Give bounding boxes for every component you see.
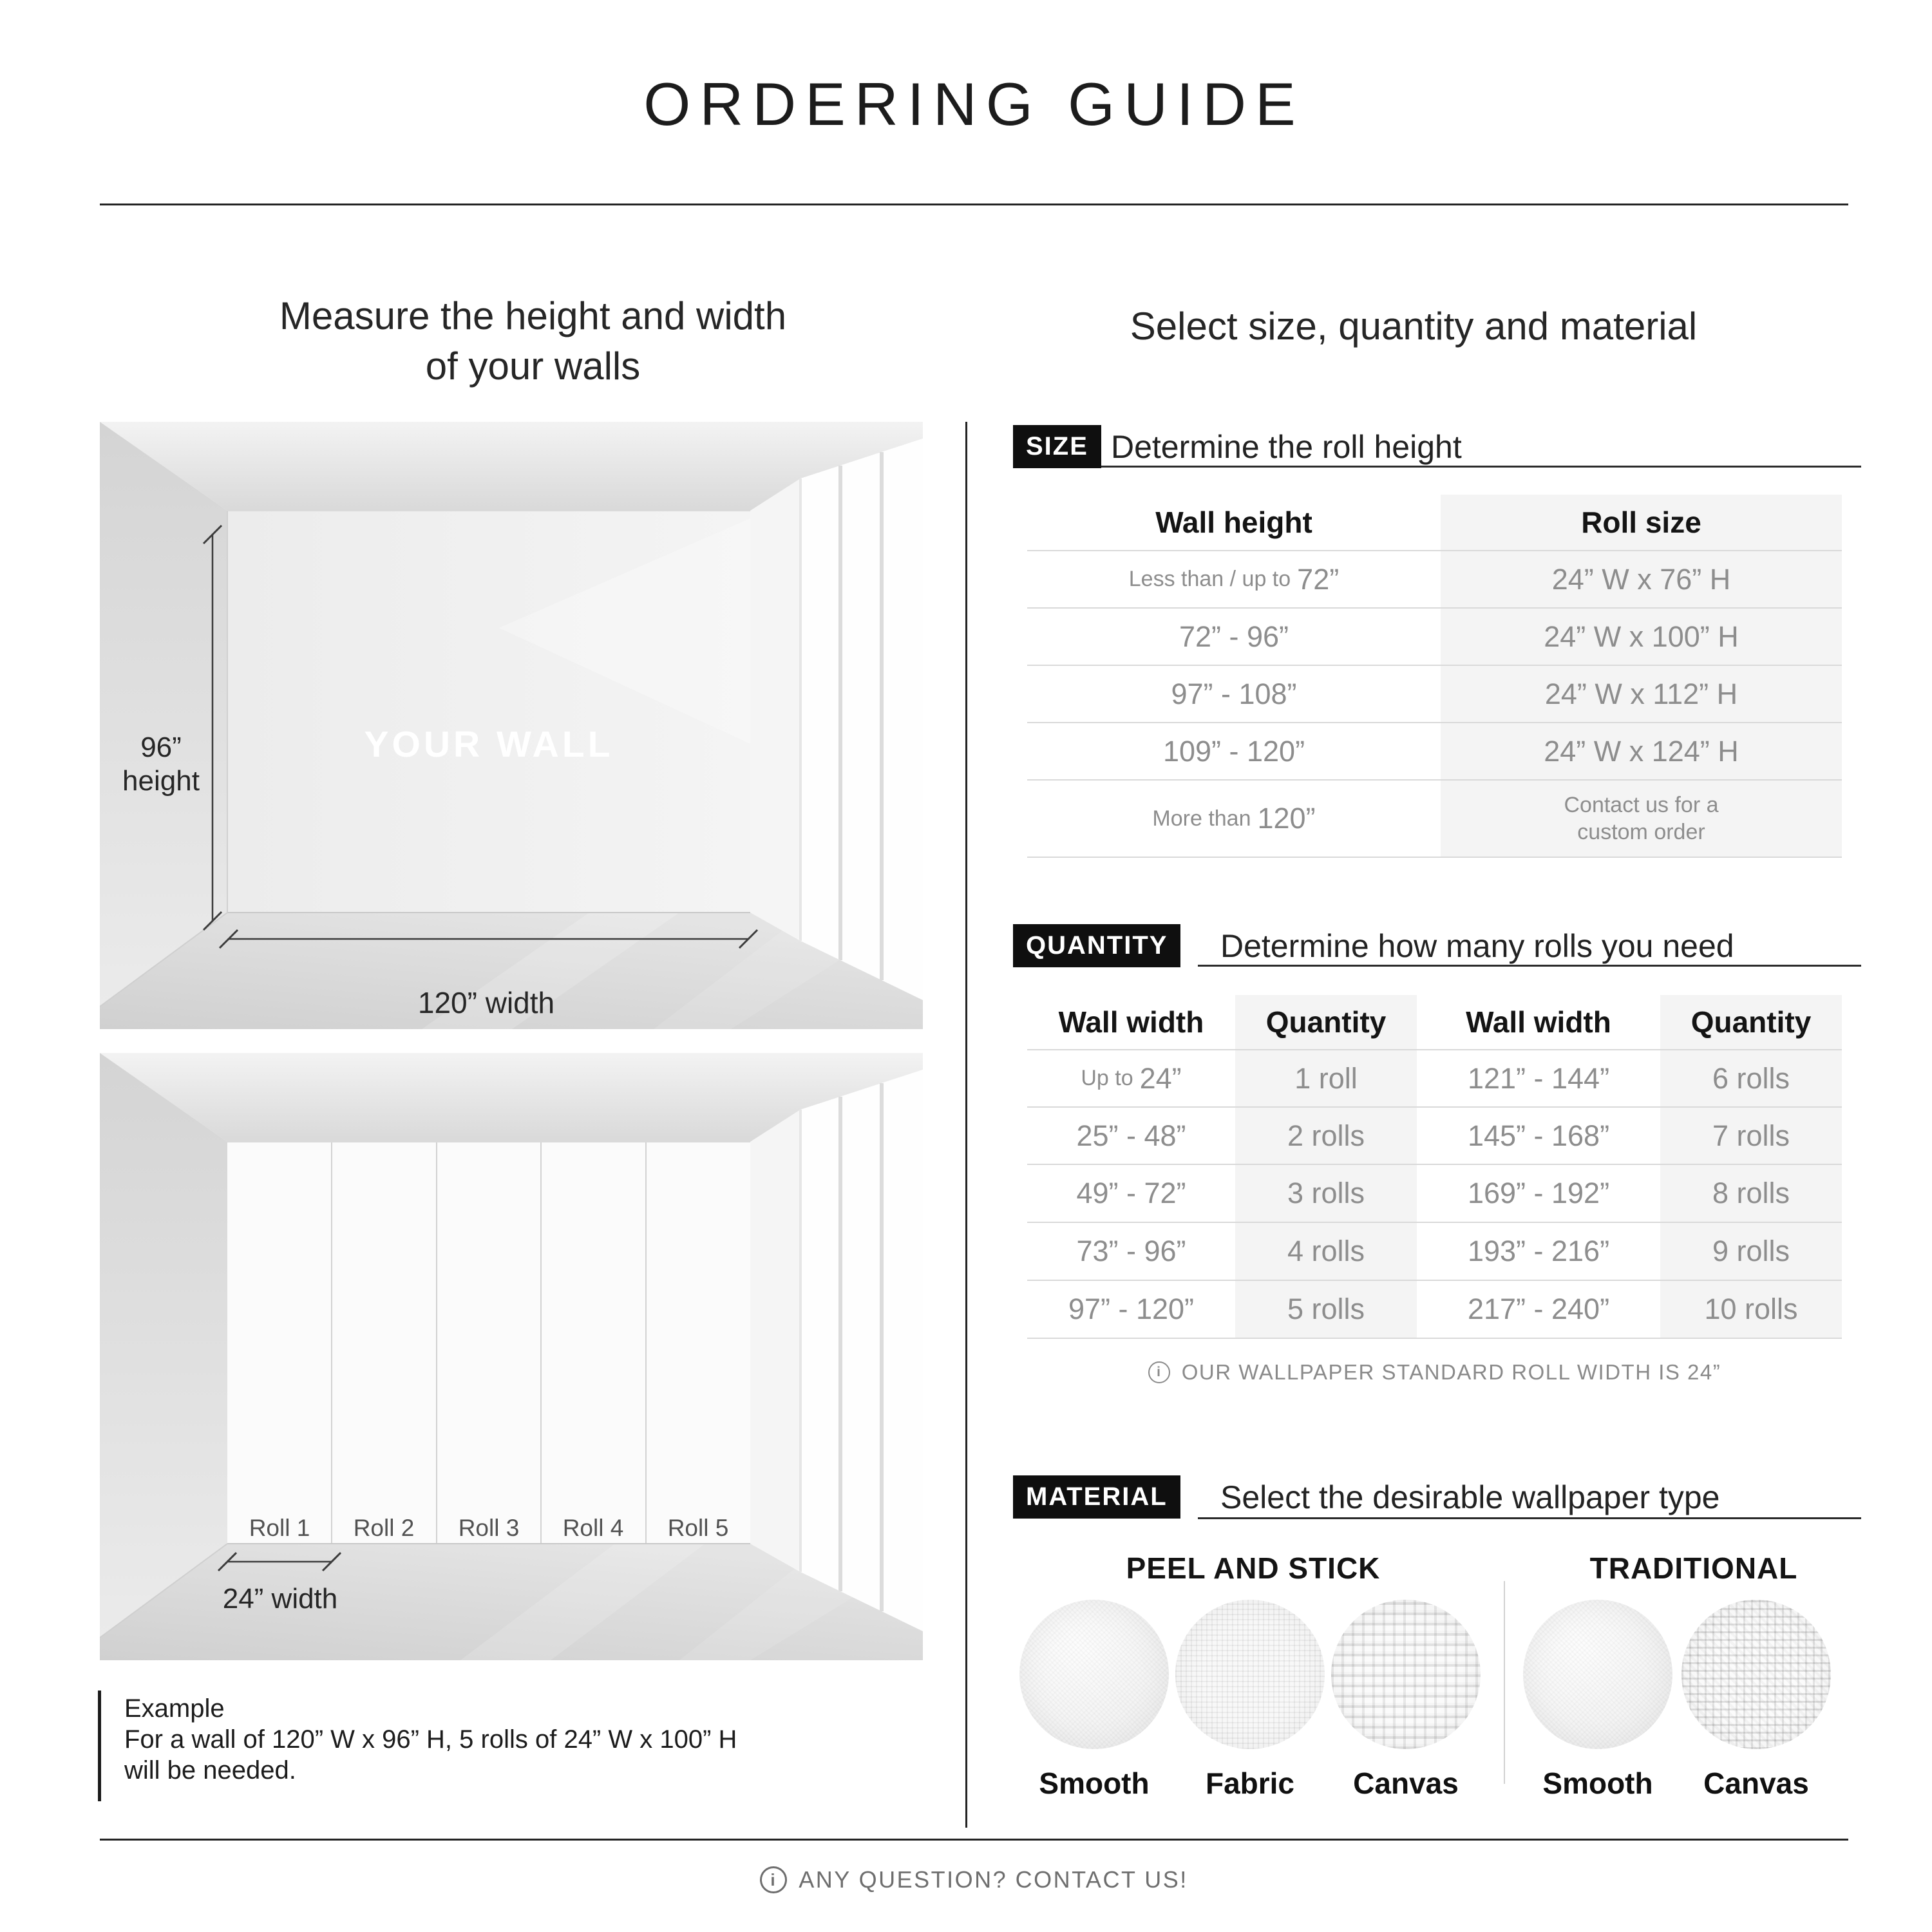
material-header-rule <box>1198 1517 1861 1519</box>
peel-and-stick-label: PEEL AND STICK <box>1126 1551 1381 1585</box>
roll-width-note <box>1027 1360 1842 1385</box>
qty-row-quantity: 6 rolls <box>1660 1050 1842 1108</box>
window-frame-pillar <box>750 478 800 941</box>
material-name-canvas-2: Canvas <box>1703 1766 1809 1800</box>
qty-row-wall <box>1027 1050 1235 1108</box>
material-name-smooth-2: Smooth <box>1542 1766 1653 1800</box>
material-name-smooth: Smooth <box>1039 1766 1150 1800</box>
info-icon-glyph: i <box>770 1870 777 1889</box>
footer-note-text: ANY QUESTION? CONTACT US! <box>799 1866 1188 1893</box>
roll-label-4: Roll 4 <box>562 1515 624 1541</box>
size-col-wall-height: Wall height <box>1027 495 1441 551</box>
qty-row-quantity: 2 rolls <box>1235 1108 1417 1165</box>
size-row-wall <box>1027 551 1441 609</box>
material-subtitle: Select the desirable wallpaper type <box>1220 1479 1720 1515</box>
qty-row-wall: 25” - 48” <box>1027 1108 1235 1165</box>
material-name-fabric: Fabric <box>1205 1766 1295 1800</box>
title-divider <box>100 204 1848 205</box>
swatch-smooth-traditional <box>1523 1600 1672 1749</box>
footer-divider <box>100 1839 1848 1841</box>
qty-row-wall: 217” - 240” <box>1417 1281 1660 1339</box>
size-table <box>1027 495 1842 858</box>
size-row-wall <box>1027 781 1441 858</box>
size-row-roll: 24” W x 100” H <box>1441 609 1842 666</box>
qty-row-quantity: 3 rolls <box>1235 1165 1417 1223</box>
window-glass <box>800 1070 923 1631</box>
room-illustration-rolls <box>100 1053 923 1660</box>
qty-col-wall-width-2: Wall width <box>1417 995 1660 1050</box>
size-row-roll: 24” W x 112” H <box>1441 666 1842 723</box>
wall-height-value: 97” - 108” <box>1171 677 1297 710</box>
roll-width-label: 24” width <box>222 1583 338 1615</box>
wall-width-prefix: Up to <box>1081 1066 1133 1090</box>
custom-order-note: Contact us for a custom order <box>1564 793 1719 844</box>
material-badge: MATERIAL <box>1013 1475 1180 1519</box>
example-heading: Example <box>124 1694 225 1723</box>
qty-col-quantity-2: Quantity <box>1660 995 1842 1050</box>
qty-row-wall: 145” - 168” <box>1417 1108 1660 1165</box>
footer-note <box>100 1866 1848 1893</box>
swatch-canvas-peel <box>1331 1600 1481 1749</box>
material-name-canvas: Canvas <box>1353 1766 1459 1800</box>
qty-row-quantity: 9 rolls <box>1660 1223 1842 1281</box>
left-wall <box>100 1053 227 1638</box>
wall-width-value: 24” <box>1139 1061 1182 1095</box>
height-value-label: 96” <box>140 732 182 763</box>
wall-height-value: 109” - 120” <box>1162 734 1305 768</box>
material-group-divider <box>1504 1581 1505 1784</box>
quantity-header-rule <box>1198 965 1861 967</box>
size-row-roll <box>1441 781 1842 858</box>
size-row-wall <box>1027 666 1441 723</box>
window-glass <box>800 439 923 1000</box>
size-row-wall <box>1027 723 1441 781</box>
swatch-fabric-peel <box>1175 1600 1325 1749</box>
size-badge: SIZE <box>1013 425 1101 468</box>
qty-row-quantity: 1 roll <box>1235 1050 1417 1108</box>
qty-row-quantity: 4 rolls <box>1235 1223 1417 1281</box>
qty-row-quantity: 7 rolls <box>1660 1108 1842 1165</box>
size-header-rule <box>1095 466 1861 468</box>
wallpaper-panels <box>227 1142 750 1544</box>
size-row-roll: 24” W x 76” H <box>1441 551 1842 609</box>
qty-row-wall: 193” - 216” <box>1417 1223 1660 1281</box>
wall-height-value: 72” - 96” <box>1179 620 1289 653</box>
example-line1: For a wall of 120” W x 96” H, 5 rolls of 24” W x 100” H <box>124 1725 737 1754</box>
width-label: 120” width <box>417 986 555 1019</box>
quantity-table <box>1027 995 1842 1339</box>
qty-row-wall: 121” - 144” <box>1417 1050 1660 1108</box>
quantity-subtitle: Determine how many rolls you need <box>1220 927 1734 964</box>
right-column-heading: Select size, quantity and material <box>1130 305 1698 348</box>
qty-row-wall: 49” - 72” <box>1027 1165 1235 1223</box>
qty-row-wall: 97” - 120” <box>1027 1281 1235 1339</box>
left-column-heading <box>100 291 966 392</box>
size-subtitle: Determine the roll height <box>1111 428 1462 465</box>
your-wall-label: YOUR WALL <box>364 724 614 765</box>
qty-row-quantity: 5 rolls <box>1235 1281 1417 1339</box>
left-heading-line2: of your walls <box>425 345 641 388</box>
height-word-label: height <box>122 765 200 797</box>
roll-label-3: Roll 3 <box>458 1515 520 1541</box>
info-icon <box>1148 1361 1170 1383</box>
room-illustration-measure <box>100 422 923 1029</box>
page-title: ORDERING GUIDE <box>643 70 1305 138</box>
window-frame-pillar <box>750 1110 800 1572</box>
example-block <box>124 1693 929 1786</box>
wall-height-prefix: More than <box>1152 806 1251 831</box>
column-divider <box>965 422 967 1828</box>
qty-row-quantity: 8 rolls <box>1660 1165 1842 1223</box>
qty-col-wall-width-1: Wall width <box>1027 995 1235 1050</box>
info-icon-glyph: i <box>1157 1365 1162 1379</box>
wall-height-value: 72” <box>1297 562 1340 596</box>
roll-width-note-text: OUR WALLPAPER STANDARD ROLL WIDTH IS 24” <box>1181 1360 1721 1384</box>
swatch-canvas-traditional <box>1681 1600 1831 1749</box>
roll-label-1: Roll 1 <box>249 1515 310 1541</box>
wall-height-value: 120” <box>1257 802 1316 835</box>
wall-height-prefix: Less than / up to <box>1128 567 1291 591</box>
qty-row-quantity: 10 rolls <box>1660 1281 1842 1339</box>
left-heading-line1: Measure the height and width <box>279 294 787 337</box>
info-icon <box>760 1866 787 1893</box>
roll-label-2: Roll 2 <box>353 1515 415 1541</box>
left-wall <box>100 422 227 1007</box>
example-line2: will be needed. <box>124 1756 296 1785</box>
swatch-smooth-peel <box>1019 1600 1169 1749</box>
size-col-roll-size: Roll size <box>1441 495 1842 551</box>
qty-col-quantity-1: Quantity <box>1235 995 1417 1050</box>
quantity-badge: QUANTITY <box>1013 924 1180 967</box>
example-accent-bar <box>98 1690 101 1801</box>
traditional-label: TRADITIONAL <box>1589 1551 1798 1585</box>
size-row-wall <box>1027 609 1441 666</box>
qty-row-wall: 169” - 192” <box>1417 1165 1660 1223</box>
qty-row-wall: 73” - 96” <box>1027 1223 1235 1281</box>
roll-label-5: Roll 5 <box>667 1515 729 1541</box>
size-row-roll: 24” W x 124” H <box>1441 723 1842 781</box>
